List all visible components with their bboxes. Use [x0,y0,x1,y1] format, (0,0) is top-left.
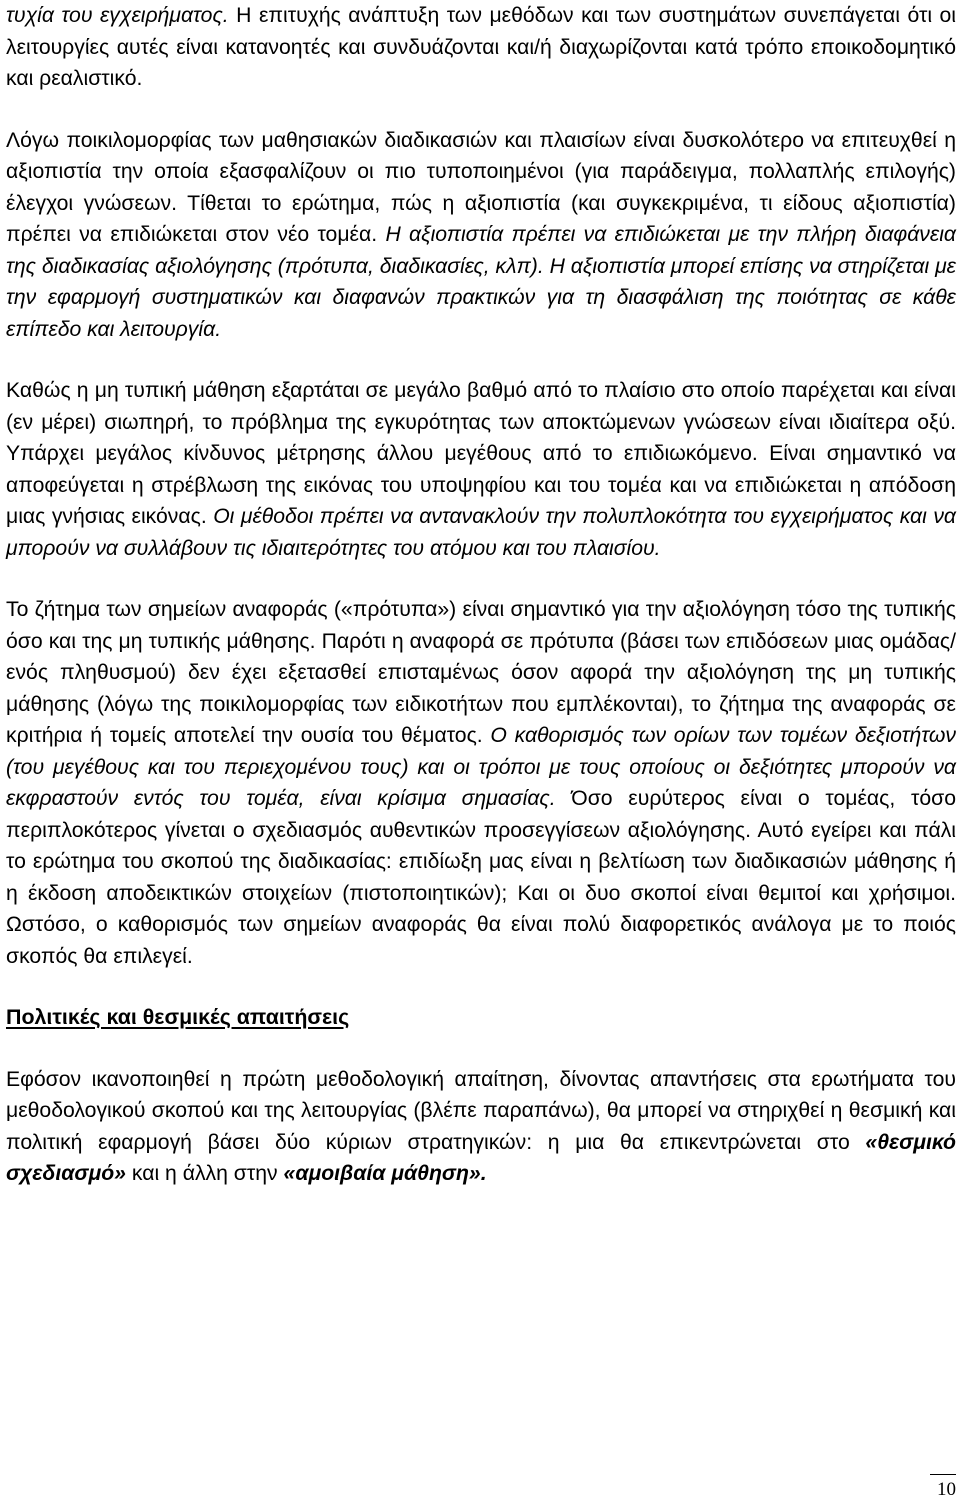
paragraph-1-segment-2: Η επιτυχής ανάπτυξη των μεθόδων και των συστημάτων συνεπάγεται ότι οι λειτουργίες αυτές είναι κατανοητές και συνδυάζονται και/ή διαχωρίζονται κατά τρόπο εποικοδομητικό και ρεαλιστικό. [6,4,957,90]
section-heading: Πολιτικές και θεσμικές απαιτήσεις [6,1005,350,1029]
paragraph-2 [6,125,956,346]
paragraph-5-segment-4: «αμοιβαία μάθηση». [283,1162,487,1185]
paragraph-gap [6,345,956,375]
paragraph-4 [6,594,956,972]
paragraph-3 [6,375,956,564]
paragraph-2-segment-1: Λόγω ποικιλομορφίας των μαθησιακών διαδικασιών και πλαισίων είναι δυσκολότερο να επιτευχθεί η αξιοπιστία την οποία εξασφαλίζουν οι πιο τυποποιημένοι (για παράδειγμα, πολλαπλής επιλογής) έλεγχοι γνώσεων. Τίθεται το ερώτημα, πώς η αξιοπιστία (και συγκεκριμένα, τι είδους αξιοπιστία) πρέπει να επιδιώκεται στον νέο τομέα. [6,128,956,246]
paragraph-4-segment-3: Όσο ευρύτερος είναι ο τομέας, τόσο περιπλοκότερος γίνεται ο σχεδιασμός αυθεντικών προσεγγίσεων αξιολόγησης. Αυτό εγείρει και πάλι το ερώτημα του σκοπού της διαδικασίας: επιδίωξη μας είναι η βελτίωση των διαδικασιών μάθησης ή η έκδοση αποδεικτικών στοιχείων (πιστοποιητικών); Και οι δυο σκοποί είναι θεμιτοί και χρήσιμοι. Ωστόσο, ο καθορισμός των σημείων αναφοράς θα είναι πολύ διαφορετικός ανάλογα με το ποιός σκοπός θα επιλεγεί. [6,787,956,968]
paragraph-gap [6,564,956,594]
paragraph-2-segment-2: Η αξιοπιστία πρέπει να επιδιώκεται με την πλήρη διαφάνεια της διαδικασίας αξιολόγησης (πρότυπα, διαδικασίες, κλπ). Η αξιοπιστία μπορεί επίσης να στηρίζεται με την εφαρμογή συστηματικών και διαφανών πρακτικών για τη διασφάλιση της ποιότητας σε κάθε επίπεδο και λειτουργία. [6,223,957,341]
paragraph-4-segment-2: Ο καθορισμός των ορίων των τομέων δεξιοτήτων (του μεγέθους και του περιεχομένου τους) και οι τρόποι με τους οποίους οι δεξιότητες μπορούν να εκφραστούν εντός του τομέα, είναι κρίσιμα σημασίας. [6,724,956,810]
paragraph-1 [6,0,956,95]
paragraph-gap [6,95,956,125]
paragraph-1-segment-1: τυχία του εγχειρήματος. [6,4,229,27]
paragraph-5-segment-1: Εφόσον ικανοποιηθεί η πρώτη μεθοδολογική απαίτηση, δίνοντας απαντήσεις στα ερωτήματα του μεθοδολογικού σκοπού και της λειτουργίας (βλέπε παραπάνω), θα μπορεί να στηριχθεί η θεσμική και πολιτική εφαρμογή βάσει δύο κύριων στρατηγικών: η μια θα επικεντρώνεται στο [6,1067,956,1154]
page-number-rule [930,1474,956,1475]
paragraph-5-segment-2: «θεσμικό σχεδιασμό» [6,1130,956,1185]
paragraph-gap [6,972,956,1002]
paragraph-5 [6,1064,956,1190]
paragraph-4-segment-1: Το ζήτημα των σημείων αναφοράς («πρότυπα») είναι σημαντικό για την αξιολόγηση τόσο της τυπικής όσο και της μη τυπικής μάθησης. Παρότι η αναφορά σε πρότυπα (βάσει των επιδόσεων μιας ομάδας/ενός πληθυσμού) δεν έχει εξετασθεί επισταμένως όσον αφορά την αξιολόγηση της μη τυπικής μάθησης (λόγω της ποικιλομορφίας των ειδικοτήτων που εμπλέκονται), το ζήτημα της αναφοράς σε κριτήρια ή τομείς αποτελεί την ουσία του θέματος. [6,598,956,747]
paragraph-3-segment-2: Οι μέθοδοι πρέπει να αντανακλούν την πολυπλοκότητα του εγχειρήματος και να μπορούν να συλλάβουν τις ιδιαιτερότητες του ατόμου και του πλαισίου. [6,505,956,560]
document-page [6,0,956,1190]
page-number: 10 [937,1479,956,1500]
paragraph-3-segment-1: Καθώς η μη τυπική μάθηση εξαρτάται σε μεγάλο βαθμό από το πλαίσιο στο οποίο παρέχεται και είναι (εν μέρει) σιωπηρή, το πρόβλημα της εγκυρότητας των αποκτώμενων γνώσεων είναι ιδιαίτερα οξύ. Υπάρχει μεγάλος κίνδυνος μέτρησης άλλου μεγέθους από το επιδιωκόμενο. Είναι σημαντικό να αποφεύγεται η στρέβλωση της εικόνας του υποψηφίου και του τομέα και να επιδιώκεται η απόδοση μιας γνήσιας εικόνας. [6,379,956,528]
paragraph-gap [6,1034,956,1064]
paragraph-5-segment-3: και η άλλη στην [125,1162,284,1185]
